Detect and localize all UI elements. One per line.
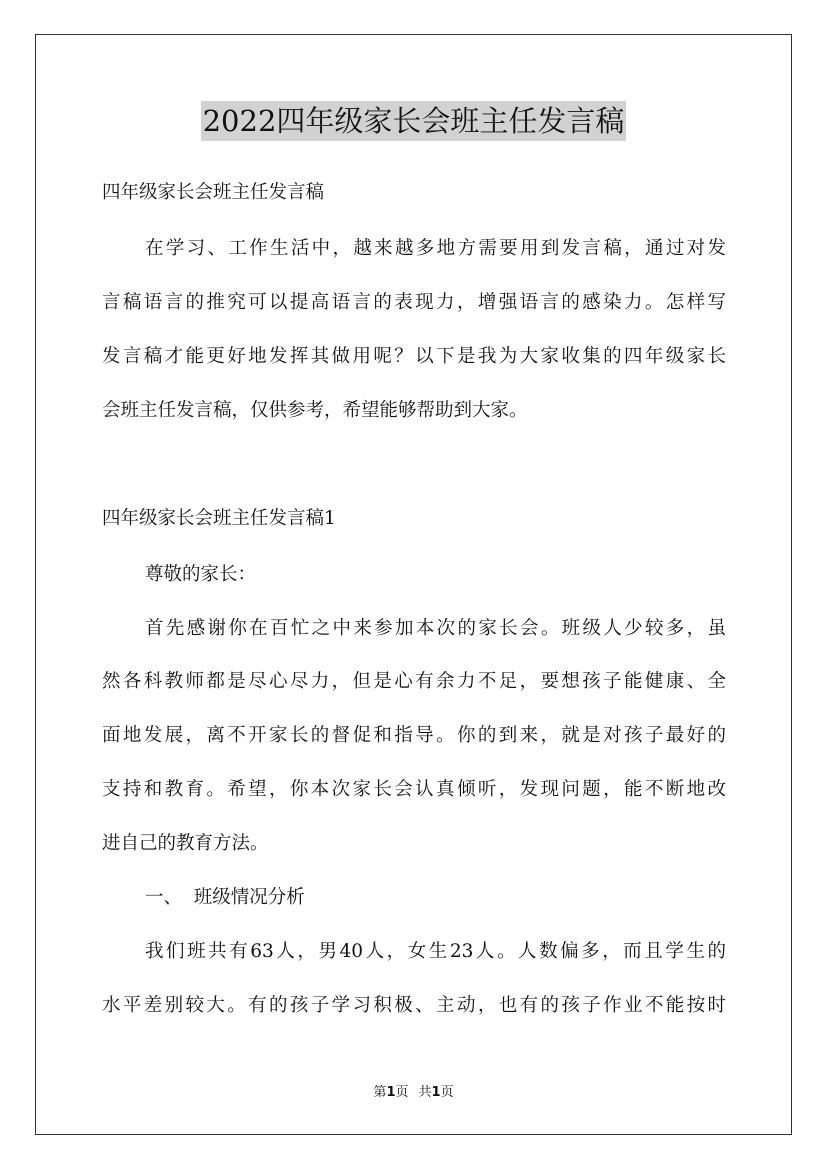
paragraph-line: 我们班共有63人，男40人，女生23人。人数偏多，而且学生的 bbox=[145, 941, 726, 962]
paragraph-line: 支持和教育。希望，你本次家长会认真倾听，发现问题，能不断地改 bbox=[102, 779, 726, 800]
paragraph-line: 会班主任发言稿，仅供参考，希望能够帮助到大家。 bbox=[102, 400, 528, 421]
paragraph-line: 水平差别较大。有的孩子学习积极、主动，也有的孩子作业不能按时 bbox=[102, 995, 726, 1016]
paragraph-line: 言稿语言的推究可以提高语言的表现力，增强语言的感染力。怎样写 bbox=[102, 292, 726, 313]
total-pages: 1 bbox=[431, 1085, 441, 1100]
paragraph-line: 进自己的教育方法。 bbox=[102, 833, 269, 854]
page-footer bbox=[0, 1084, 827, 1102]
page-suffix: 页 bbox=[395, 1085, 409, 1100]
intro-heading: 四年级家长会班主任发言稿 bbox=[102, 182, 325, 203]
paragraph-line: 发言稿才能更好地发挥其做用呢？以下是我为大家收集的四年级家长 bbox=[102, 346, 726, 367]
paragraph-line: 首先感谢你在百忙之中来参加本次的家长会。班级人少较多，虽 bbox=[145, 618, 726, 639]
total-prefix: 共 bbox=[418, 1085, 432, 1100]
paragraph-line: 然各科教师都是尽心尽力，但是心有余力不足，要想孩子能健康、全 bbox=[102, 671, 726, 692]
paragraph-line: 在学习、工作生活中，越来越多地方需要用到发言稿，通过对发 bbox=[145, 238, 726, 259]
salutation: 尊敬的家长： bbox=[145, 564, 257, 585]
paragraph-line: 面地发展，离不开家长的督促和指导。你的到来，就是对孩子最好的 bbox=[102, 725, 726, 746]
section-heading: 四年级家长会班主任发言稿1 bbox=[102, 508, 336, 529]
page-prefix: 第 bbox=[373, 1085, 387, 1100]
subsection-heading: 一、 班级情况分析 bbox=[145, 887, 305, 908]
total-suffix: 页 bbox=[440, 1085, 454, 1100]
document-title: 2022四年级家长会班主任发言稿 bbox=[201, 101, 627, 141]
title-block bbox=[0, 101, 827, 141]
page-number: 1 bbox=[386, 1085, 396, 1100]
